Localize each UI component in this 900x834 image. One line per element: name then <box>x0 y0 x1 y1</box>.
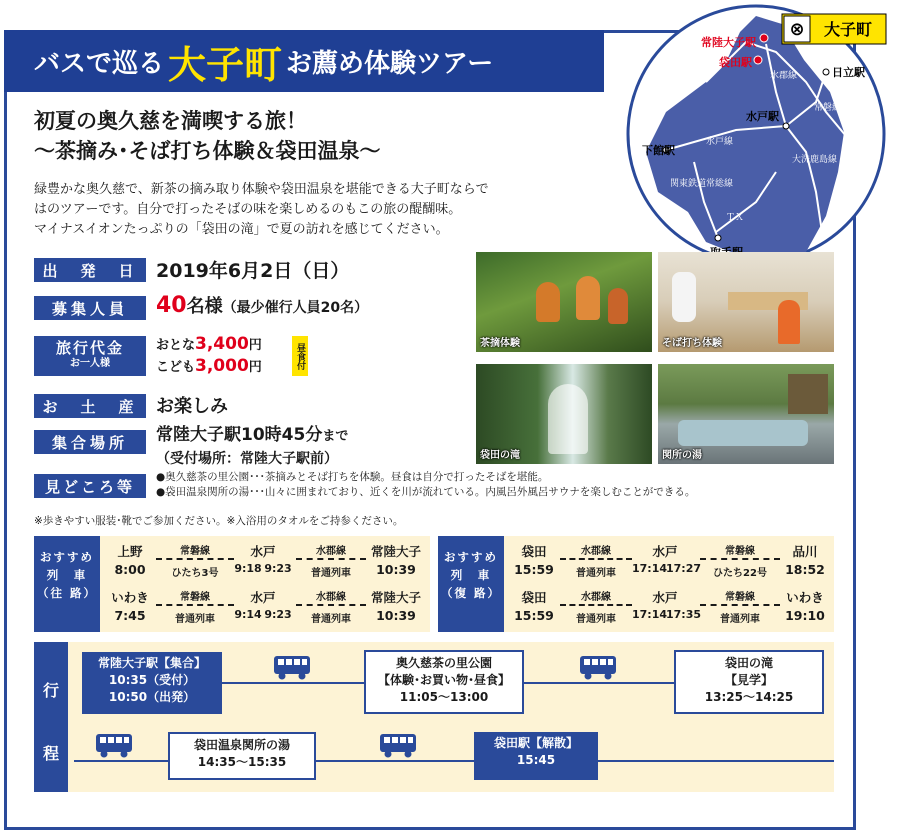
train-name: 普通列車 <box>311 568 351 579</box>
map-station-mito: 水戸駅 <box>746 110 779 123</box>
arr-time: 19:10 <box>785 608 825 623</box>
highlights-label: 見どころ等 <box>34 474 146 498</box>
stop-name: 袋田の滝 <box>724 656 773 670</box>
stop-time: 15:45 <box>516 753 556 767</box>
stop-detail: 【体験･お買い物･昼食】 <box>377 673 510 687</box>
map-town-label: 大子町 <box>823 20 873 39</box>
adult-price: 3,400 <box>195 334 249 354</box>
meeting-suffix: まで <box>322 429 349 444</box>
stop-time: 10:50（出発） <box>108 690 196 704</box>
capacity-note: （最少催行人員20名） <box>222 300 369 316</box>
return-label-line: 列 車 <box>450 568 492 582</box>
yen-unit: 円 <box>248 338 262 353</box>
return-timetable <box>438 536 834 632</box>
title-pre: バスで巡る <box>34 48 165 79</box>
child-price-row <box>156 356 262 378</box>
map-line-kanto: 関東鉄道常総線 <box>670 179 734 189</box>
price-values <box>156 334 262 378</box>
highlights-list <box>156 470 695 500</box>
arr-time: 10:39 <box>376 608 416 623</box>
highlight-item: ●袋田温泉関所の湯･･･山々に囲まれており、近くを川が流れている。内風呂外風呂サウナを楽しむことができる。 <box>156 486 696 498</box>
price-sub-label: お一人様 <box>70 358 110 369</box>
stop-time: 11:05〜13:00 <box>399 690 489 704</box>
capacity-unit: 名様 <box>186 296 223 317</box>
souvenir-value: お楽しみ <box>156 396 228 417</box>
map-line-mito: 水戸線 <box>706 137 734 147</box>
stop-sekisho-onsen <box>168 732 316 780</box>
line-name: 常磐線 <box>156 542 234 560</box>
train-name: 普通列車 <box>720 614 760 625</box>
map-line-oarai: 大洗鹿島線 <box>792 155 838 165</box>
photo-caption: 関所の湯 <box>662 450 702 461</box>
child-price: 3,000 <box>195 356 249 376</box>
photo-caption: 茶摘体験 <box>480 338 520 349</box>
itinerary <box>34 642 834 792</box>
bus-icon <box>94 732 134 760</box>
stop-hitachi-daigo <box>82 652 222 714</box>
dep-time: 15:59 <box>514 562 554 577</box>
dep-time: 8:00 <box>114 562 146 577</box>
stop-fukuroda-station <box>474 732 598 780</box>
stop-okukuji-tea-park <box>364 650 524 714</box>
to-station: 常陸大子 <box>370 544 421 559</box>
capacity-label: 募集人員 <box>34 296 146 320</box>
train-name: 普通列車 <box>175 614 215 625</box>
capacity-value <box>156 292 368 318</box>
bus-icon <box>272 654 312 682</box>
line-name: 水郡線 <box>560 542 632 560</box>
stop-name: 奥久慈茶の里公園 <box>395 656 492 670</box>
departure-date: 2019年6月2日（日） <box>156 260 350 282</box>
adult-label: おとな <box>156 338 196 353</box>
from-station: 上野 <box>117 544 143 559</box>
souvenir-label: お 土 産 <box>34 394 146 418</box>
from-station: いわき <box>111 590 149 605</box>
arr-time: 9:14 <box>234 608 262 621</box>
outbound-label <box>34 536 100 632</box>
return-label-line: おすすめ <box>443 550 499 564</box>
yen-unit: 円 <box>248 360 262 375</box>
stop-name: 袋田温泉関所の湯 <box>193 738 290 752</box>
highlight-item: ●奥久慈茶の里公園･･･茶摘みとそば打ちを体験。昼食は自分で打ったそばを堪能。 <box>156 471 549 483</box>
outbound-timetable <box>34 536 430 632</box>
line-name: 常磐線 <box>156 588 234 606</box>
arr-time: 17:14 <box>632 562 668 575</box>
date-label: 出 発 日 <box>34 258 146 282</box>
train-name: ひたち22号 <box>713 568 767 579</box>
train-name: 普通列車 <box>311 614 351 625</box>
via-station: 水戸 <box>250 544 276 559</box>
train-name: 普通列車 <box>576 614 616 625</box>
map-line-tx: ＴＸ <box>726 213 745 223</box>
from-station: 袋田 <box>521 590 547 605</box>
via-station: 水戸 <box>250 590 276 605</box>
subtitle-line-2: 〜茶摘み･そば打ち体験＆袋田温泉〜 <box>34 138 381 163</box>
arr-time: 18:52 <box>785 562 825 577</box>
capacity-number: 40 <box>156 293 187 318</box>
via-station: 水戸 <box>652 590 678 605</box>
itinerary-label-bottom: 程 <box>42 744 59 763</box>
photo-fukuroda-falls <box>476 364 652 464</box>
outbound-label-line: （往 路） <box>36 586 97 600</box>
flyer-title <box>4 30 604 92</box>
photo-caption: 袋田の滝 <box>480 450 520 461</box>
line-name: 常磐線 <box>700 542 780 560</box>
bus-icon <box>378 732 418 760</box>
photo-caption: そば打ち体験 <box>662 338 722 349</box>
via-station: 水戸 <box>652 544 678 559</box>
to-station: 常陸大子 <box>370 590 421 605</box>
tour-subtitle <box>34 106 381 166</box>
dep-time: 17:35 <box>666 608 702 621</box>
map-station-hitachi: 日立駅 <box>832 66 865 79</box>
photo-sekisho-bath <box>658 364 834 464</box>
meeting-note: （受付場所：常陸大子駅前） <box>156 451 338 467</box>
description-line: はのツアーです。自分で打ったそばの味を楽しめるのもこの旅の醍醐味。 <box>34 202 462 217</box>
map-station-hitachi-daigo: 常陸大子駅 <box>701 36 756 49</box>
dep-time: 15:59 <box>514 608 554 623</box>
lunch-badge: 昼食付 <box>292 336 308 376</box>
town-mark-icon: ⊗ <box>789 19 805 40</box>
meeting-value <box>156 424 348 470</box>
photo-tea-picking <box>476 252 652 352</box>
to-station: 品川 <box>792 544 818 559</box>
price-label <box>34 336 146 376</box>
stop-name: 常陸大子駅【集合】 <box>97 656 206 670</box>
arr-time: 17:14 <box>632 608 668 621</box>
outbound-label-line: おすすめ <box>39 550 95 564</box>
stop-time: 10:35（受付） <box>108 673 196 687</box>
attire-note: ※歩きやすい服装･靴でご参加ください。※入浴用のタオルをご持参ください。 <box>34 515 404 527</box>
stop-detail: 【見学】 <box>724 673 773 687</box>
map-line-suigun: 水郡線 <box>770 71 798 81</box>
map-line-joban: 常磐線 <box>814 103 842 113</box>
line-name: 常磐線 <box>700 588 780 606</box>
dep-time: 9:23 <box>264 562 292 575</box>
stop-name: 袋田駅【解散】 <box>493 736 578 750</box>
meeting-time: 常陸大子駅10時45分 <box>156 425 323 445</box>
meeting-label: 集合場所 <box>34 430 146 454</box>
itinerary-label <box>34 642 68 792</box>
adult-price-row <box>156 334 262 356</box>
map-station-shimodate: 下館駅 <box>642 144 675 157</box>
arr-time: 9:18 <box>234 562 262 575</box>
line-name: 水郡線 <box>296 542 366 560</box>
map-station-fukuroda: 袋田駅 <box>719 56 752 69</box>
description-line: 緑豊かな奥久慈で、新茶の摘み取り体験や袋田温泉を堪能できる大子町ならで <box>34 182 489 197</box>
to-station: いわき <box>786 590 824 605</box>
subtitle-line-1: 初夏の奥久慈を満喫する旅！ <box>34 108 307 133</box>
line-name: 水郡線 <box>560 588 632 606</box>
outbound-label-line: 列 車 <box>46 568 88 582</box>
return-label <box>438 536 504 632</box>
tour-description <box>34 180 489 240</box>
title-post: お薦め体験ツアー <box>286 48 494 79</box>
train-name: 普通列車 <box>576 568 616 579</box>
itinerary-label-top: 行 <box>42 681 59 700</box>
description-line: マイナスイオンたっぷりの「袋田の滝」で夏の訪れを感じてください。 <box>34 222 449 237</box>
photo-soba-making <box>658 252 834 352</box>
price-label-text: 旅行代金 <box>55 339 124 357</box>
dep-time: 9:23 <box>264 608 292 621</box>
dep-time: 17:27 <box>666 562 702 575</box>
arr-time: 10:39 <box>376 562 416 577</box>
child-label: こども <box>156 360 196 375</box>
route-map <box>606 2 898 272</box>
stop-time: 14:35〜15:35 <box>197 755 287 769</box>
stop-fukuroda-falls <box>674 650 824 714</box>
bus-icon <box>578 654 618 682</box>
dep-time: 7:45 <box>114 608 146 623</box>
title-town: 大子町 <box>168 41 283 87</box>
train-name: ひたち3号 <box>171 568 219 579</box>
stop-time: 13:25〜14:25 <box>704 690 794 704</box>
from-station: 袋田 <box>521 544 547 559</box>
return-label-line: （復 路） <box>440 586 501 600</box>
line-name: 水郡線 <box>296 588 366 606</box>
